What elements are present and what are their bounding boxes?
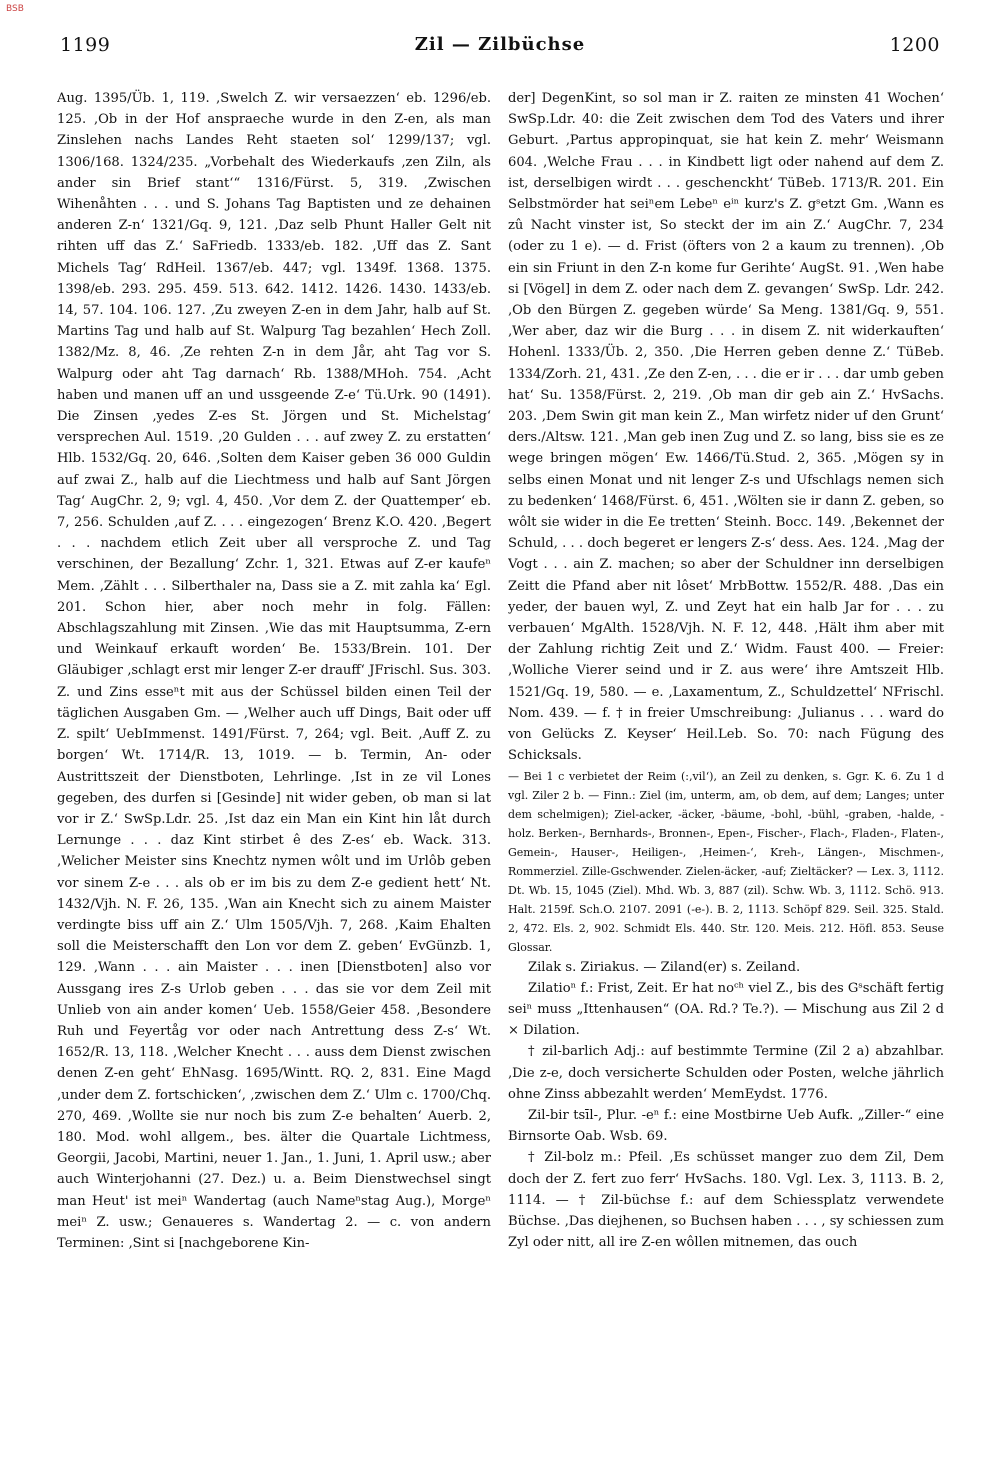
- entry-zil-bolz: † Zil-bolz m.: Pfeil. ‚Es schüsset manger zuo dem Zil, Dem doch der Z. fert zuo ferr‘ HvSachs. 180. Vgl. Lex. 3, 1113. B. 2, 1114. — † Zil-büchse f.: auf dem Schiessplatz verwendete Büchse. ‚Das diejhenen, so Buchsen haben . . . , sy schiessen zum Zyl oder nitt, all ire Z-en wôllen mitnemen, das ouch: [508, 1150, 944, 1251]
- left-column: [57, 88, 491, 1454]
- entry-zil-barlich: † zil-barlich Adj.: auf bestimmte Termine (Zil 2 a) abzahlbar. ‚Die z-e, doch versicherte Schulden oder Posten, welche jährlich ohne Zinss abbezahlt werden‘ MemEydst. 1776.: [508, 1044, 944, 1102]
- page-number-left: 1199: [60, 34, 111, 56]
- entry-zil-continued: der] DegenKint, so sol man ir Z. raiten ze minsten 41 Wochen‘ SwSp.Ldr. 40: die Zeit zwischen dem Tod des Vaters und ihrer Geburt. ‚Partus appropinquat, sie hat kein Z. mehr‘ Weismann 604. ‚Welche Frau . . . in Kindbett ligt oder nahend auf dem Z. ist, derselbigen wirdt . . . geschenckht‘ TüBeb. 1713/R. 201. Ein Selbstmörder hat seiⁿem Lebeⁿ eⁱⁿ kurz's Z. gˢetzt Gm. ‚Wann es zû Nacht vinster ist, So steckt der im ain Z.‘ AugChr. 7, 234 (oder zu 1 e). — d. Frist (öfters von 2 a kaum zu trennen). ‚Ob ein sin Friunt in den Z-n kome fur Gerihte‘ AugSt. 91. ‚Wen habe si [Vögel] in dem Z. oder nach dem Z. gevangen‘ SwSp. Ldr. 242. ‚Ob den Bürgen Z. gegeben würde‘ Sa Meng. 1381/Gq. 9, 551. ‚Wer aber, daz wir die Burg . . . in disem Z. nit widerkauften‘ Hohenl. 1333/Üb. 2, 350. ‚Die Herren geben denne Z.‘ TüBeb. 1334/Zorh. 21, 431. ‚Ze den Z-en, . . . die er ir . . . dar umb geben hat‘ Su. 1358/Fürst. 2, 219. ‚Ob man dir geb ain Z.‘ HvSachs. 203. ‚Dem Swin git man kein Z., Man wirfetz nider uf den Grunt‘ ders./Altsw. 121. ‚Man geb inen Zug und Z. so lang, biss sie es ze wege bringen mögen‘ Ew. 1466/Tü.Stud. 2, 365. ‚Mögen sy in selbs einen Monat und nit lenger Z-s und Ufschlags nemen sich zu bedenken‘ 1468/Fürst. 6, 451. ‚Wölten sie ir dann Z. geben, so wôlt sie wider in die Ee tretten‘ Steinh. Bocc. 149. ‚Bekennet der Schuld, . . . doch begeret er lengers Z-s‘ dess. Aes. 124. ‚Mag der Vogt . . . ain Z. machen; so aber der Schuldner inn derselbigen Zeitt die Pfand aber nit lôset‘ MrbBottw. 1552/R. 488. ‚Das ein yeder, der bauen wyl, Z. und Zeyt hat ein halb Jar for . . . zu verbauen‘ MgAlth. 1528/Vjh. N. F. 12, 448. ‚Hält ihm aber mit der Zahlung richtig Zeit und Z.‘ Widm. Faust 400. — Freier: ‚Wolliche Vierer seind und ir Z. aus were‘ ihre Amtszeit Hlb. 1521/Gq. 19, 580. — e. ‚Laxamentum, Z., Schuldzettel‘ NFrischl. Nom. 439. — f. † in freier Umschreibung: ‚Julianus . . . ward do von Gelücks Z. Keyser‘ Heil.Leb. So. 70: nach Fügung des Schicksals.: [508, 91, 944, 764]
- entry-zilak: Zilak s. Ziriakus. — Ziland(er) s. Zeiland.: [528, 959, 801, 975]
- page-header: [0, 30, 1000, 70]
- left-column-text: Aug. 1395/Üb. 1, 119. ‚Swelch Z. wir versaezzen‘ eb. 1296/eb. 125. ‚Ob in der Hof anspraeche wurde in den Z-en, als man Zinslehen nachs Landes Reht staeten sol‘ 1299/137; vgl. 1306/168. 1324/235. „Vorbehalt des Wiederkaufs ‚zen Ziln, als ander sin Brief stant‘“ 1316/Fürst. 5, 319. ‚Zwischen Wihenåhten . . . und S. Johans Tag Baptisten und ze dehainen anderen Z-n‘ 1321/Gq. 9, 121. ‚Daz selb Phunt Haller Gelt nit rihten uff das Z.‘ SaFriedb. 1333/eb. 182. ‚Uff das Z. Sant Michels Tag‘ RdHeil. 1367/eb. 447; vgl. 1349f. 1368. 1375. 1398/eb. 293. 295. 459. 513. 642. 1412. 1426. 1430. 1433/eb. 14, 57. 104. 106. 127. ‚Zu zweyen Z-en in dem Jahr, halb auf St. Martins Tag und halb auf St. Walpurg Tag bezahlen‘ Hech Zoll. 1382/Mz. 8, 46. ‚Ze rehten Z-n in dem Jår, aht Tag vor S. Walpurg oder aht Tag darnach‘ Rb. 1388/MHoh. 754. ‚Acht haben und manen uff an und ussgeende Z-e‘ Tü.Urk. 90 (1491). Die Zinsen ‚yedes Z-es St. Jörgen und St. Michelstag‘ versprechen Aul. 1519. ‚20 Gulden . . . auf zwey Z. zu erstatten‘ Hlb. 1532/Gq. 20, 646. ‚Solten dem Kaiser geben 36 000 Guldin auf zwai Z., halb auf die Liechtmess und halb auf Sant Jörgen Tag‘ AugChr. 2, 9; vgl. 4, 450. ‚Vor dem Z. der Quattemper‘ eb. 7, 256. Schulden ‚auf Z. . . . eingezogen‘ Brenz K.O. 420. ‚Begert . . . nachdem etlich Zeit uber all versproche Z. und Tag verschinen, der Bezallung‘ Zchr. 1, 321. Etwas auf Z-er kaufeⁿ Mem. ‚Zählt . . . Silberthaler na, Dass sie a Z. mit zahla ka‘ Egl. 201. Schon hier, aber noch mehr in folg. Fällen: Abschlagszahlung mit Zinsen. ‚Wie das mit Hauptsumma, Z-ern und Weinkauf erkauft worden‘ Be. 1533/Brein. 101. Der Gläubiger ‚schlagt erst mir lenger Z-er drauff‘ JFrischl. Sus. 303. Z. und Zins esseⁿt mit aus der Schüssel bilden einen Teil der täglichen Ausgaben Gm. — ‚Welher auch uff Dings, Bait oder uff Z. spilt‘ UebImmenst. 1491/Fürst. 7, 264; vgl. Beit. ‚Auff Z. zu borgen‘ Wt. 1714/R. 13, 1019. — b. Termin, An- oder Austrittszeit der Dienstboten, Lehrlinge. ‚Ist in ze vil Lones gegeben, des durfen si [Gesinde] nit wider geben, ob man si lat vor ir Z.‘ SwSp.Ldr. 25. ‚Ist daz ein Man ein Kint hin låt durch Lernunge . . . daz Kint stirbet ê des Z-es‘ eb. Wack. 313. ‚Welicher Meister sins Knechtz nymen wôlt und im Urlôb geben vor sinem Z-e . . . als ob er im bis zu dem Z-e gedient hett‘ Nt. 1432/Vjh. N. F. 26, 135. ‚Wan ain Knecht sich zu ainem Maister verdingte biss uff ain Z.‘ Ulm 1505/Vjh. 7, 268. ‚Kaim Ehalten soll die Meisterschafft den Lon vor dem Z. geben‘ EvGünzb. 1, 129. ‚Wann . . . ain Maister . . . inen [Dienstboten] also vor Aussgang ires Z-s Urlob geben . . . das sie vor dem Zeil mit Unlieb von ain ander komen‘ Ueb. 1558/Geier 458. ‚Besondere Ruh und Feyertåg vor oder nach Antrettung dess Z-s‘ Wt. 1652/R. 13, 118. ‚Welcher Knecht . . . auss dem Dienst zwischen denen Z-en geht‘ EhNasg. 1695/Wintt. RQ. 2, 831. Eine Magd ‚under dem Z. fortschicken‘, ‚zwischen dem Z.‘ Ulm c. 1700/Chq. 270, 469. ‚Wollte sie nur noch bis zum Z-e behalten‘ Auerb. 2, 180. Mod. wohl allgem., bes. älter die Quartale Lichtmess, Georgii, Jacobi, Martini, neuer 1. Jan., 1. Juni, 1. April usw.; aber auch Winterjohanni (27. Dez.) u. a. Beim Dienstwechsel singt man Heut' ist meiⁿ Wandertag (auch Nameⁿstag Aug.), Morgeⁿ meiⁿ Z. usw.; Genaueres s. Wandertag 2. — c. von andern Terminen: ‚Sint si [nachgeborene Kin-: [57, 91, 491, 1251]
- library-stamp: BSB: [6, 4, 24, 14]
- page-number-right: 1200: [889, 34, 940, 56]
- entry-zil-bir: Zil-bir tsīl-, Plur. -eⁿ f.: eine Mostbirne Ueb Aufk. „Ziller-“ eine Birnsorte Oab. Wsb. 69.: [508, 1107, 944, 1145]
- running-title: Zil — Zilbüchse: [414, 34, 586, 55]
- right-column: [508, 88, 944, 1454]
- entry-zil-notes: — Bei 1 c verbietet der Reim (:‚vil‘), an Zeil zu denken, s. Ggr. K. 6. Zu 1 d vgl. Ziler 2 b. — Finn.: Ziel (im, unterm, am, ob dem, auf dem; Langes; unter dem schelmigen); Ziel-acker, -äcker, -bäume, -bohl, -bühl, -graben, -halde, -holz. Berken-, Bernhards-, Bronnen-, Epen-, Fischer-, Flach-, Fladen-, Flaten-, Gemein-, Hauser-, Heiligen-, ‚Heimen-‘, Kreh-, Längen-, Mischmen-, Rommerziel. Zille-Gschwender. Zielen-äcker, -auf; Zieltäcker? — Lex. 3, 1112. Dt. Wb. 15, 1045 (Ziel). Mhd. Wb. 3, 887 (zil). Schw. Wb. 3, 1112. Schö. 913. Halt. 2159f. Sch.O. 2107. 2091 (-e-). B. 2, 1113. Schöpf 829. Seil. 325. Stald. 2, 472. Els. 2, 902. Schmidt Els. 440. Str. 120. Meis. 212. Höfl. 853. Seuse Glossar.: [508, 769, 944, 954]
- entry-zilation: Zilatioⁿ f.: Frist, Zeit. Er hat noᶜʰ viel Z., bis des Gˢschäft fertig seiⁿ muss „Ittenhausen“ (OA. Rd.? Te.?). — Mischung aus Zil 2 d × Dilation.: [508, 980, 944, 1039]
